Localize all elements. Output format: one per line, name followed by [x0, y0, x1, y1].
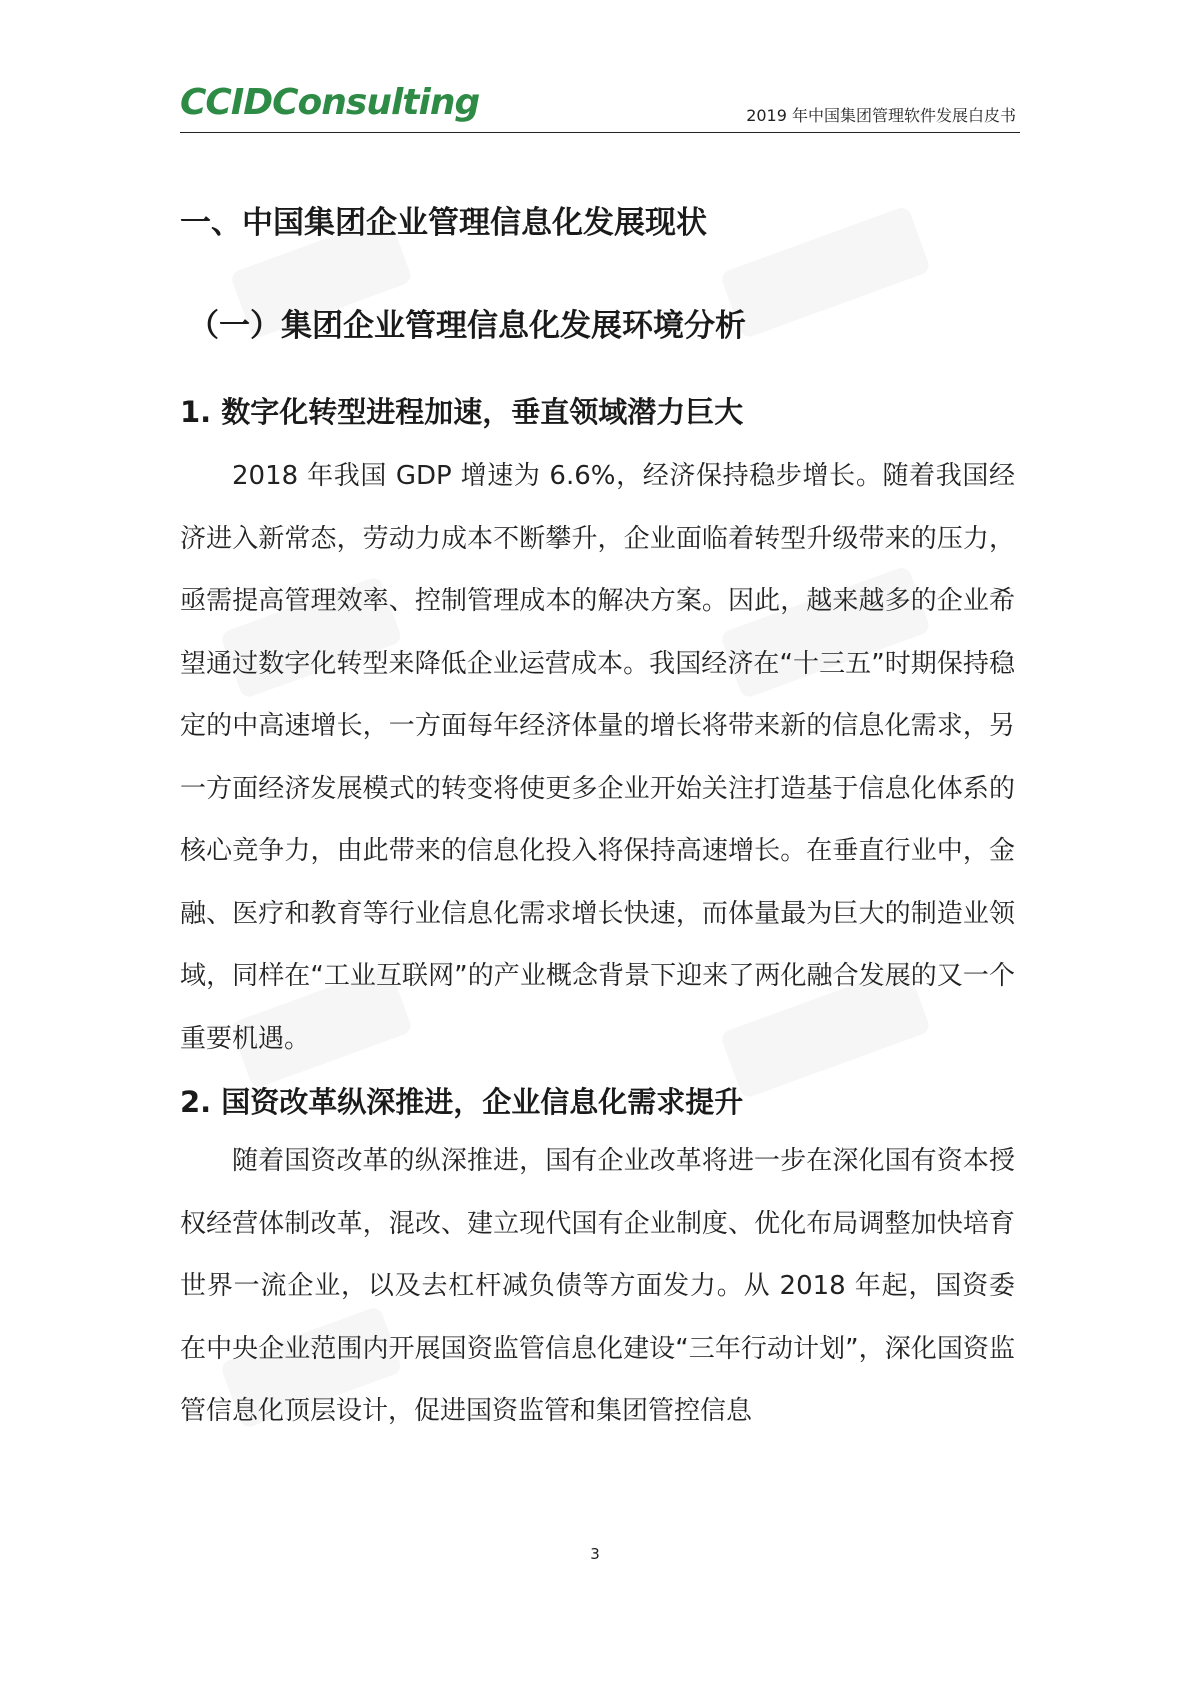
subsection-2-paragraph: 随着国资改革的纵深推进，国有企业改革将进一步在深化国有资本授权经营体制改革，混改、建立现代国有企业制度、优化布局调整加快培育世界一流企业，以及去杠杆减负债等方面发力。从 2018 年起，国资委在中央企业范围内开展国资监管信息化建设“三年行动计划”，深化国资监管信息化顶层设计，促进国资监管和集团管控信息: [180, 1146, 1015, 1426]
watermark-mark: [719, 205, 931, 339]
page-number: 3: [590, 1545, 600, 1563]
ccid-logo: CCIDConsulting: [180, 82, 480, 123]
document-title: 2019 年中国集团管理软件发展白皮书: [746, 106, 1016, 125]
section-heading: （一）集团企业管理信息化发展环境分析: [188, 308, 746, 344]
subsection-2-title: 2. 国资改革纵深推进，企业信息化需求提升: [180, 1085, 744, 1119]
subsection-1-title: 1. 数字化转型进程加速，垂直领域潜力巨大: [180, 395, 744, 429]
subsection-1-paragraph: 2018 年我国 GDP 增速为 6.6%，经济保持稳步增长。随着我国经济进入新常态，劳动力成本不断攀升，企业面临着转型升级带来的压力，亟需提高管理效率、控制管理成本的解决方案。因此，越来越多的企业希望通过数字化转型来降低企业运营成本。我国经济在“十三五”时期保持稳定的中高速增长，一方面每年经济体量的增长将带来新的信息化需求，另一方面经济发展模式的转变将使更多企业开始关注打造基于信息化体系的核心竞争力，由此带来的信息化投入将保持高速增长。在垂直行业中，金融、医疗和教育等行业信息化需求增长快速，而体量最为巨大的制造业领域，同样在“工业互联网”的产业概念背景下迎来了两化融合发展的又一个重要机遇。: [180, 461, 1015, 1054]
page-header: [180, 80, 1020, 133]
chapter-heading: 一、中国集团企业管理信息化发展现状: [180, 205, 707, 241]
